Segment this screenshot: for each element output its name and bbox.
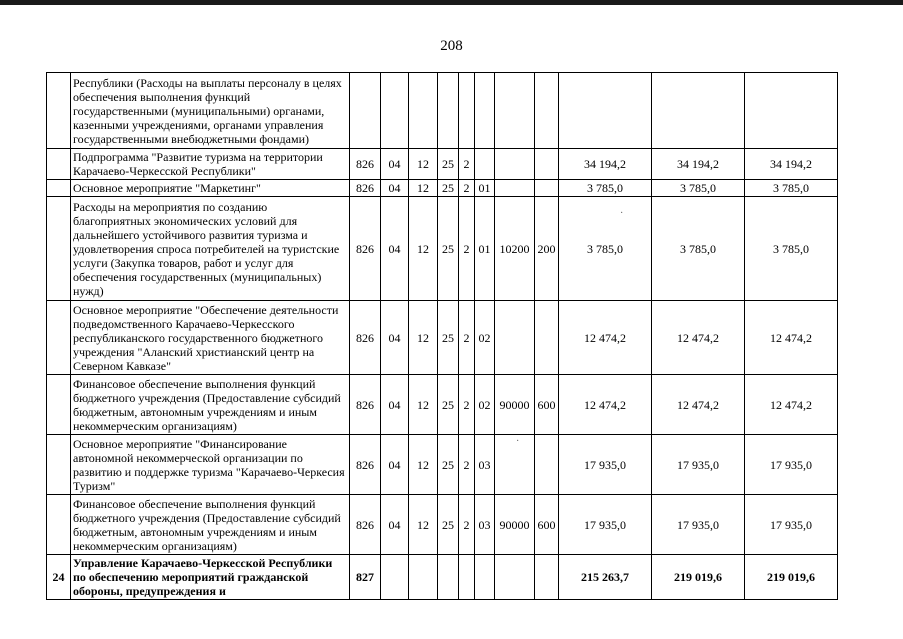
code-cell <box>475 73 495 149</box>
table-row <box>47 149 838 180</box>
table-row <box>47 495 838 555</box>
code-cell: 2 <box>459 149 475 180</box>
budget-table <box>46 72 838 600</box>
amount-cell: 12 474,2 <box>652 375 745 435</box>
code-cell <box>350 73 381 149</box>
code-cell: 90000 <box>495 375 535 435</box>
code-cell: 12 <box>409 197 438 301</box>
code-cell: 826 <box>350 149 381 180</box>
code-cell <box>535 73 559 149</box>
amount-cell: 17 935,0 <box>652 495 745 555</box>
code-cell <box>438 555 459 600</box>
amount-cell: 3 785,0 <box>745 197 838 301</box>
code-cell: 12 <box>409 180 438 197</box>
code-cell: 827 <box>350 555 381 600</box>
amount-cell: 3 785,0 <box>559 197 652 301</box>
code-cell: 12 <box>409 149 438 180</box>
code-cell: 12 <box>409 435 438 495</box>
code-cell: 01 <box>475 180 495 197</box>
row-number <box>47 180 71 197</box>
code-cell: 12 <box>409 495 438 555</box>
amount-cell: 34 194,2 <box>652 149 745 180</box>
code-cell: 2 <box>459 180 475 197</box>
table-row <box>47 555 838 600</box>
code-cell <box>495 149 535 180</box>
row-description: Подпрограмма "Развитие туризма на территории Карачаево-Черкесской Республики" <box>71 149 350 180</box>
scan-speck: · <box>516 436 520 447</box>
row-number <box>47 149 71 180</box>
code-cell: 04 <box>381 301 409 375</box>
amount-cell: 12 474,2 <box>559 375 652 435</box>
code-cell: 826 <box>350 180 381 197</box>
page-number: 208 <box>440 38 463 54</box>
code-cell <box>495 180 535 197</box>
amount-cell: 12 474,2 <box>745 301 838 375</box>
amount-cell <box>559 73 652 149</box>
top-border-bar <box>0 0 903 5</box>
code-cell: 04 <box>381 197 409 301</box>
code-cell: 826 <box>350 495 381 555</box>
table-row <box>47 375 838 435</box>
code-cell <box>495 435 535 495</box>
code-cell: 25 <box>438 375 459 435</box>
code-cell: 03 <box>475 495 495 555</box>
code-cell: 01 <box>475 197 495 301</box>
row-number: 24 <box>47 555 71 600</box>
code-cell <box>535 301 559 375</box>
code-cell <box>495 301 535 375</box>
code-cell: 2 <box>459 301 475 375</box>
code-cell <box>409 73 438 149</box>
row-number <box>47 495 71 555</box>
row-number <box>47 73 71 149</box>
code-cell: 04 <box>381 180 409 197</box>
code-cell: 2 <box>459 435 475 495</box>
code-cell <box>438 73 459 149</box>
row-description: Управление Карачаево-Черкесской Республики по обеспечению мероприятий гражданской обороны, предупреждения и <box>71 555 350 600</box>
amount-cell: 3 785,0 <box>745 180 838 197</box>
code-cell: 02 <box>475 375 495 435</box>
code-cell <box>535 555 559 600</box>
amount-cell: 3 785,0 <box>559 180 652 197</box>
code-cell: 04 <box>381 495 409 555</box>
amount-cell: 17 935,0 <box>559 495 652 555</box>
amount-cell: 17 935,0 <box>559 435 652 495</box>
amount-cell: 17 935,0 <box>652 435 745 495</box>
code-cell <box>535 180 559 197</box>
code-cell: 25 <box>438 149 459 180</box>
code-cell: 03 <box>475 435 495 495</box>
code-cell: 25 <box>438 435 459 495</box>
code-cell: 25 <box>438 301 459 375</box>
table-row <box>47 73 838 149</box>
row-description: Основное мероприятие "Обеспечение деятельности подведомственного Карачаево-Черкесского республиканского государственного бюджетного учреждения "Аланский христианский центр на Северном Кавказе" <box>71 301 350 375</box>
code-cell: 04 <box>381 149 409 180</box>
code-cell: 10200 <box>495 197 535 301</box>
code-cell: 25 <box>438 197 459 301</box>
amount-cell: 219 019,6 <box>745 555 838 600</box>
amount-cell <box>745 73 838 149</box>
amount-cell: 3 785,0 <box>652 180 745 197</box>
row-description: Основное мероприятие "Маркетинг" <box>71 180 350 197</box>
amount-cell: 34 194,2 <box>745 149 838 180</box>
table-row <box>47 180 838 197</box>
code-cell: 25 <box>438 180 459 197</box>
scan-speck: · <box>620 208 624 219</box>
row-number <box>47 197 71 301</box>
code-cell: 826 <box>350 197 381 301</box>
code-cell: 02 <box>475 301 495 375</box>
row-number <box>47 301 71 375</box>
code-cell: 600 <box>535 495 559 555</box>
code-cell <box>535 149 559 180</box>
amount-cell: 215 263,7 <box>559 555 652 600</box>
code-cell: 12 <box>409 301 438 375</box>
amount-cell <box>652 73 745 149</box>
code-cell: 2 <box>459 197 475 301</box>
code-cell <box>495 555 535 600</box>
code-cell: 04 <box>381 375 409 435</box>
row-description: Финансовое обеспечение выполнения функций бюджетного учреждения (Предоставление субсидий бюджетным, автономным учреждениям и иным некоммерческим организациям) <box>71 495 350 555</box>
row-description: Финансовое обеспечение выполнения функций бюджетного учреждения (Предоставление субсидий бюджетным, автономным учреждениям и иным некоммерческим организациям) <box>71 375 350 435</box>
row-number <box>47 435 71 495</box>
code-cell <box>535 435 559 495</box>
amount-cell: 3 785,0 <box>652 197 745 301</box>
code-cell: 2 <box>459 375 475 435</box>
code-cell: 04 <box>381 435 409 495</box>
code-cell <box>475 149 495 180</box>
code-cell: 2 <box>459 495 475 555</box>
amount-cell: 34 194,2 <box>559 149 652 180</box>
code-cell <box>459 73 475 149</box>
code-cell: 826 <box>350 435 381 495</box>
code-cell: 826 <box>350 375 381 435</box>
row-description: Основное мероприятие "Финансирование автономной некоммерческой организации по развитию и поддержке туризма "Карачаево-Черкесия Туризм" <box>71 435 350 495</box>
code-cell: 25 <box>438 495 459 555</box>
row-number <box>47 375 71 435</box>
code-cell <box>381 555 409 600</box>
row-description: Расходы на мероприятия по созданию благоприятных экономических условий для дальнейшего устойчивого развития туризма и удовлетворения спроса потребителей на туристские услуги (Закупка товаров, работ и услуг для обеспечения государственных (муниципальных) нужд) <box>71 197 350 301</box>
code-cell: 600 <box>535 375 559 435</box>
code-cell: 90000 <box>495 495 535 555</box>
amount-cell: 12 474,2 <box>745 375 838 435</box>
amount-cell: 17 935,0 <box>745 495 838 555</box>
code-cell: 826 <box>350 301 381 375</box>
code-cell: 200 <box>535 197 559 301</box>
amount-cell: 17 935,0 <box>745 435 838 495</box>
amount-cell: 12 474,2 <box>559 301 652 375</box>
row-description: Республики (Расходы на выплаты персоналу в целях обеспечения выполнения функций государственными (муниципальными) органами, казенными учреждениями, органами управления государственными внебюджетными фондами) <box>71 73 350 149</box>
table-row <box>47 301 838 375</box>
code-cell <box>495 73 535 149</box>
code-cell <box>381 73 409 149</box>
table-row <box>47 197 838 301</box>
code-cell <box>409 555 438 600</box>
table-row <box>47 435 838 495</box>
code-cell <box>475 555 495 600</box>
code-cell <box>459 555 475 600</box>
amount-cell: 12 474,2 <box>652 301 745 375</box>
code-cell: 12 <box>409 375 438 435</box>
amount-cell: 219 019,6 <box>652 555 745 600</box>
